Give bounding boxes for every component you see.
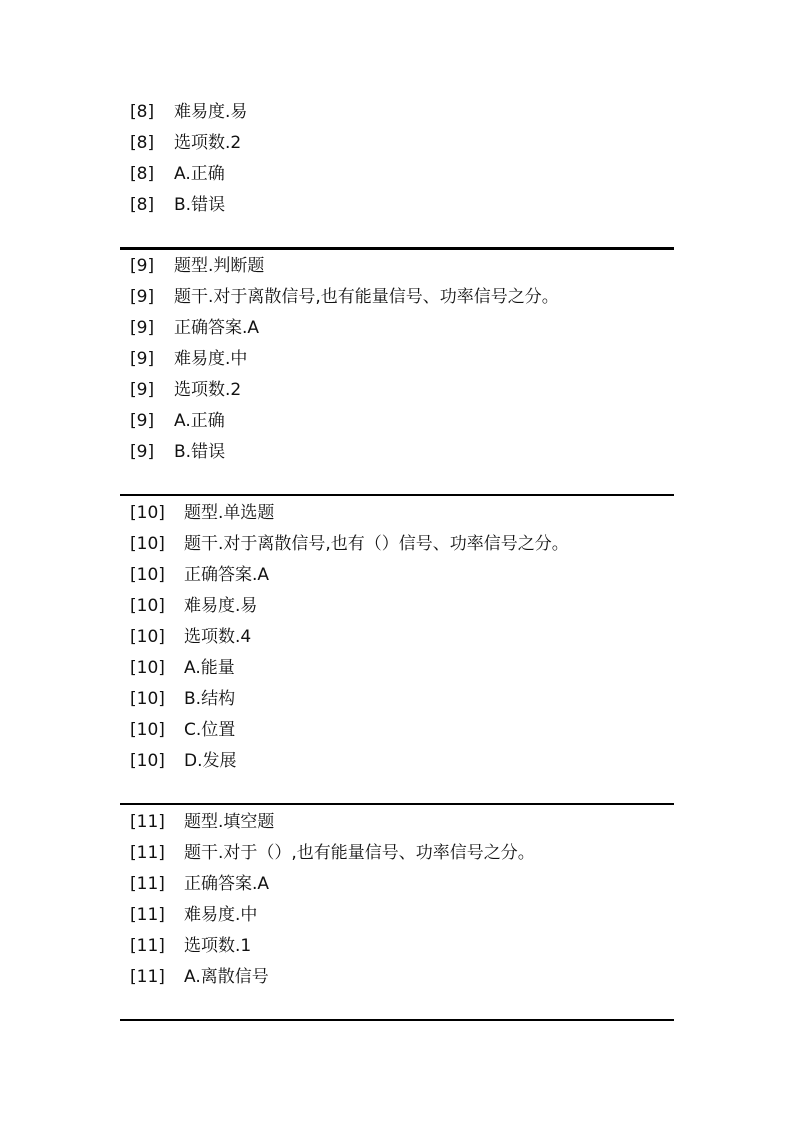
question-line	[120, 838, 674, 869]
section-divider	[120, 803, 674, 805]
question-line	[120, 437, 674, 468]
question-number: [9]	[130, 318, 155, 338]
question-line	[120, 375, 674, 406]
question-line-text: A.正确	[174, 411, 225, 431]
question-number: [11]	[130, 936, 165, 956]
question-line	[120, 560, 674, 591]
question-number: [11]	[130, 812, 165, 832]
question-number: [10]	[130, 627, 165, 647]
question-number: [10]	[130, 751, 165, 771]
question-line-text: D.发展	[184, 751, 237, 771]
question-line-text: B.错误	[174, 442, 226, 462]
question-line-text: 正确答案.A	[174, 318, 260, 338]
question-number: [11]	[130, 843, 165, 863]
question-number: [10]	[130, 689, 165, 709]
question-number: [11]	[130, 967, 165, 987]
question-number: [9]	[130, 349, 155, 369]
question-line	[120, 900, 674, 931]
question-line	[120, 313, 674, 344]
question-line	[120, 97, 674, 128]
question-line-text: 题型.单选题	[184, 503, 275, 523]
question-line	[120, 684, 674, 715]
question-line	[120, 746, 674, 777]
question-number: [10]	[130, 720, 165, 740]
question-number: [11]	[130, 874, 165, 894]
question-line	[120, 282, 674, 313]
question-line-text: A.离散信号	[184, 967, 269, 987]
question-number: [9]	[130, 411, 155, 431]
question-number: [9]	[130, 380, 155, 400]
question-line	[120, 251, 674, 282]
question-number: [8]	[130, 195, 155, 215]
question-line-text: 难易度.中	[174, 349, 248, 369]
question-line-text: A.正确	[174, 164, 225, 184]
question-line-text: B.结构	[184, 689, 236, 709]
question-number: [10]	[130, 534, 165, 554]
question-number: [9]	[130, 287, 155, 307]
section-divider	[120, 494, 674, 496]
question-line	[120, 498, 674, 529]
question-number: [10]	[130, 503, 165, 523]
question-line-text: 选项数.2	[174, 380, 242, 400]
question-line-text: 题干.对于离散信号,也有（）信号、功率信号之分。	[184, 534, 569, 554]
question-line-text: 题干.对于离散信号,也有能量信号、功率信号之分。	[174, 287, 559, 307]
question-line	[120, 344, 674, 375]
question-line-text: A.能量	[184, 658, 235, 678]
section-divider	[120, 247, 674, 250]
question-line	[120, 190, 674, 221]
question-line-text: 选项数.2	[174, 133, 242, 153]
question-line-text: 题型.填空题	[184, 812, 275, 832]
question-number: [11]	[130, 905, 165, 925]
question-line-text: 选项数.4	[184, 627, 252, 647]
question-line-text: B.错误	[174, 195, 226, 215]
question-line	[120, 653, 674, 684]
question-block	[120, 498, 674, 777]
question-line	[120, 128, 674, 159]
question-block	[120, 251, 674, 468]
question-line-text: 正确答案.A	[184, 565, 270, 585]
question-block	[120, 97, 674, 221]
question-number: [9]	[130, 442, 155, 462]
question-line-text: 题干.对于（）,也有能量信号、功率信号之分。	[184, 843, 535, 863]
question-line	[120, 591, 674, 622]
question-number: [10]	[130, 565, 165, 585]
question-line-text: C.位置	[184, 720, 236, 740]
question-number: [10]	[130, 658, 165, 678]
question-line	[120, 931, 674, 962]
question-line-text: 难易度.中	[184, 905, 258, 925]
question-line	[120, 159, 674, 190]
question-line-text: 难易度.易	[174, 102, 248, 122]
question-line	[120, 962, 674, 993]
question-number: [10]	[130, 596, 165, 616]
question-line	[120, 529, 674, 560]
question-line	[120, 715, 674, 746]
question-line-text: 题型.判断题	[174, 256, 265, 276]
question-line	[120, 807, 674, 838]
section-divider	[120, 1019, 674, 1021]
question-block	[120, 807, 674, 993]
question-number: [8]	[130, 133, 155, 153]
question-number: [9]	[130, 256, 155, 276]
question-number: [8]	[130, 164, 155, 184]
question-line-text: 正确答案.A	[184, 874, 270, 894]
question-line	[120, 869, 674, 900]
question-number: [8]	[130, 102, 155, 122]
question-line-text: 难易度.易	[184, 596, 258, 616]
question-line	[120, 406, 674, 437]
question-line-text: 选项数.1	[184, 936, 252, 956]
question-line	[120, 622, 674, 653]
